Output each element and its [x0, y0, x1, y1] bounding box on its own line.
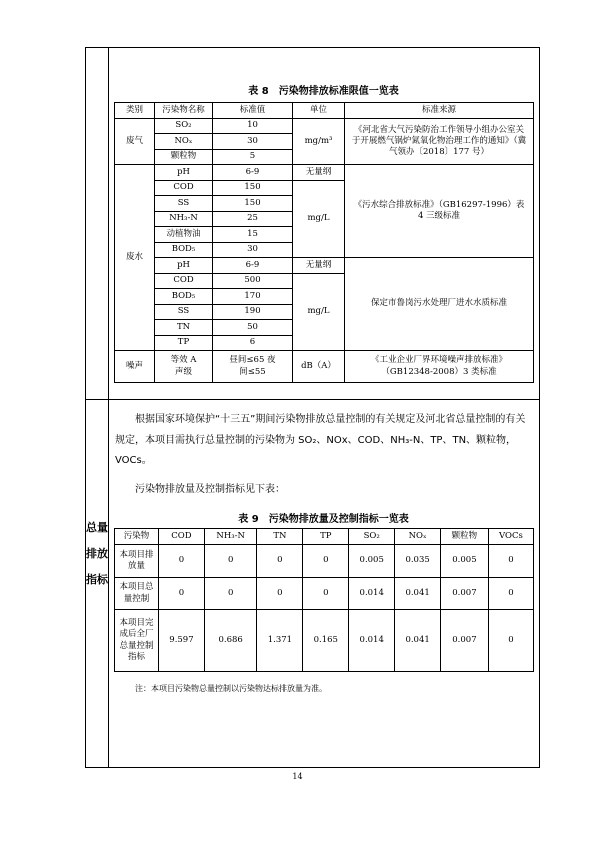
pollutant: NH₃-N — [155, 211, 213, 227]
page-number: 14 — [292, 772, 303, 781]
cell: 1.371 — [257, 610, 303, 672]
limit: 150 — [213, 196, 293, 212]
limit: 昼间≤65 夜间≤55 — [213, 351, 293, 383]
source: 《河北省大气污染防治工作领导小组办公室关于开展燃气锅炉氮氧化物治理工作的通知》（冀气领办〔2018〕177 号） — [345, 118, 534, 165]
source: 《污水综合排放标准》（GB16297-1996）表 4 三级标准 — [345, 165, 534, 258]
limit: 6-9 — [213, 258, 293, 274]
cell: 9.597 — [159, 610, 205, 672]
category-gas: 废气 — [115, 118, 155, 165]
column-divider — [108, 48, 109, 767]
category-water: 废水 — [115, 165, 155, 351]
cell: 0 — [257, 578, 303, 610]
cell: 0 — [159, 578, 205, 610]
row-label: 本项目完成后全厂总量控制指标 — [115, 610, 159, 672]
limit: 150 — [213, 180, 293, 196]
category-noise: 噪声 — [115, 351, 155, 383]
header-pollutant: 污染物名称 — [155, 103, 213, 119]
cell: 0.007 — [441, 578, 489, 610]
limit: 6-9 — [213, 165, 293, 181]
total-control-paragraph: 根据国家环境保护“十三五”期间污染物排放总量控制的有关规定及河北省总量控制的有关规定，本项目需执行总量控制的污染物为 SO₂、NOx、COD、NH₃-N、TP、TN、颗粒物，VOCs。 — [115, 414, 526, 466]
pollutant: 等效 A 声级 — [155, 351, 213, 383]
pollutant: COD — [155, 273, 213, 289]
unit: 无量纲 — [293, 165, 345, 181]
pollutant: pH — [155, 258, 213, 274]
source: 保定市鲁岗污水处理厂进水水质标准 — [345, 258, 534, 351]
pollutant: TP — [155, 335, 213, 351]
intro-paragraph: 污染物排放量及控制指标见下表： — [135, 484, 285, 495]
source: 《工业企业厂界环境噪声排放标准》（GB12348-2008）3 类标准 — [345, 351, 534, 383]
pollutant: SS — [155, 304, 213, 320]
pollutant: pH — [155, 165, 213, 181]
unit: mg/L — [293, 180, 345, 258]
pollutant: 动植物油 — [155, 227, 213, 243]
section-label: 总量排放指标 — [86, 521, 108, 586]
pollutant: BOD₅ — [155, 289, 213, 305]
emission-standards-table — [114, 102, 534, 383]
cell: 0.007 — [441, 610, 489, 672]
emission-control-table — [114, 528, 534, 672]
limit: 25 — [213, 211, 293, 227]
header-col: COD — [159, 529, 205, 545]
pollutant: SO₂ — [155, 118, 213, 134]
cell: 0.005 — [349, 545, 395, 578]
pollutant: NOₓ — [155, 134, 213, 150]
limit: 500 — [213, 273, 293, 289]
header-col: NH₃-N — [204, 529, 257, 545]
cell: 0.041 — [395, 578, 441, 610]
row-divider — [86, 399, 539, 400]
cell: 0 — [488, 545, 533, 578]
cell: 0.014 — [349, 610, 395, 672]
limit: 15 — [213, 227, 293, 243]
header-col: SO₂ — [349, 529, 395, 545]
limit: 170 — [213, 289, 293, 305]
table8-caption: 表 8 污染物排放标准限值一览表 — [248, 86, 399, 97]
header-limit: 标准值 — [213, 103, 293, 119]
cell: 0 — [257, 545, 303, 578]
header-col: NOₓ — [395, 529, 441, 545]
cell: 0.041 — [395, 610, 441, 672]
unit: dB（A） — [293, 351, 345, 383]
header-unit: 单位 — [293, 103, 345, 119]
limit: 5 — [213, 149, 293, 165]
limit: 50 — [213, 320, 293, 336]
limit: 6 — [213, 335, 293, 351]
limit: 190 — [213, 304, 293, 320]
unit: 无量纲 — [293, 258, 345, 274]
cell: 0.014 — [349, 578, 395, 610]
cell: 0 — [204, 578, 257, 610]
row-label: 本项目排放量 — [115, 545, 159, 578]
cell: 0 — [488, 578, 533, 610]
cell: 0 — [303, 578, 349, 610]
unit: mg/m³ — [293, 118, 345, 165]
limit: 10 — [213, 118, 293, 134]
pollutant: BOD₅ — [155, 242, 213, 258]
cell: 0.686 — [204, 610, 257, 672]
cell: 0 — [488, 610, 533, 672]
cell: 0 — [204, 545, 257, 578]
cell: 0 — [303, 545, 349, 578]
header-col: 颗粒物 — [441, 529, 489, 545]
cell: 0.165 — [303, 610, 349, 672]
cell: 0.035 — [395, 545, 441, 578]
pollutant: TN — [155, 320, 213, 336]
table9-caption: 表 9 污染物排放量及控制指标一览表 — [238, 514, 409, 525]
cell: 0.005 — [441, 545, 489, 578]
header-pollutant: 污染物 — [115, 529, 159, 545]
limit: 30 — [213, 242, 293, 258]
limit: 30 — [213, 134, 293, 150]
pollutant: SS — [155, 196, 213, 212]
pollutant: COD — [155, 180, 213, 196]
header-col: VOCs — [488, 529, 533, 545]
row-label: 本项目总量控制 — [115, 578, 159, 610]
pollutant: 颗粒物 — [155, 149, 213, 165]
unit: mg/L — [293, 273, 345, 351]
cell: 0 — [159, 545, 205, 578]
header-category: 类别 — [115, 103, 155, 119]
table-note: 注：本项目污染物总量控制以污染物达标排放量为准。 — [135, 684, 327, 693]
header-source: 标准来源 — [345, 103, 534, 119]
header-col: TN — [257, 529, 303, 545]
header-col: TP — [303, 529, 349, 545]
